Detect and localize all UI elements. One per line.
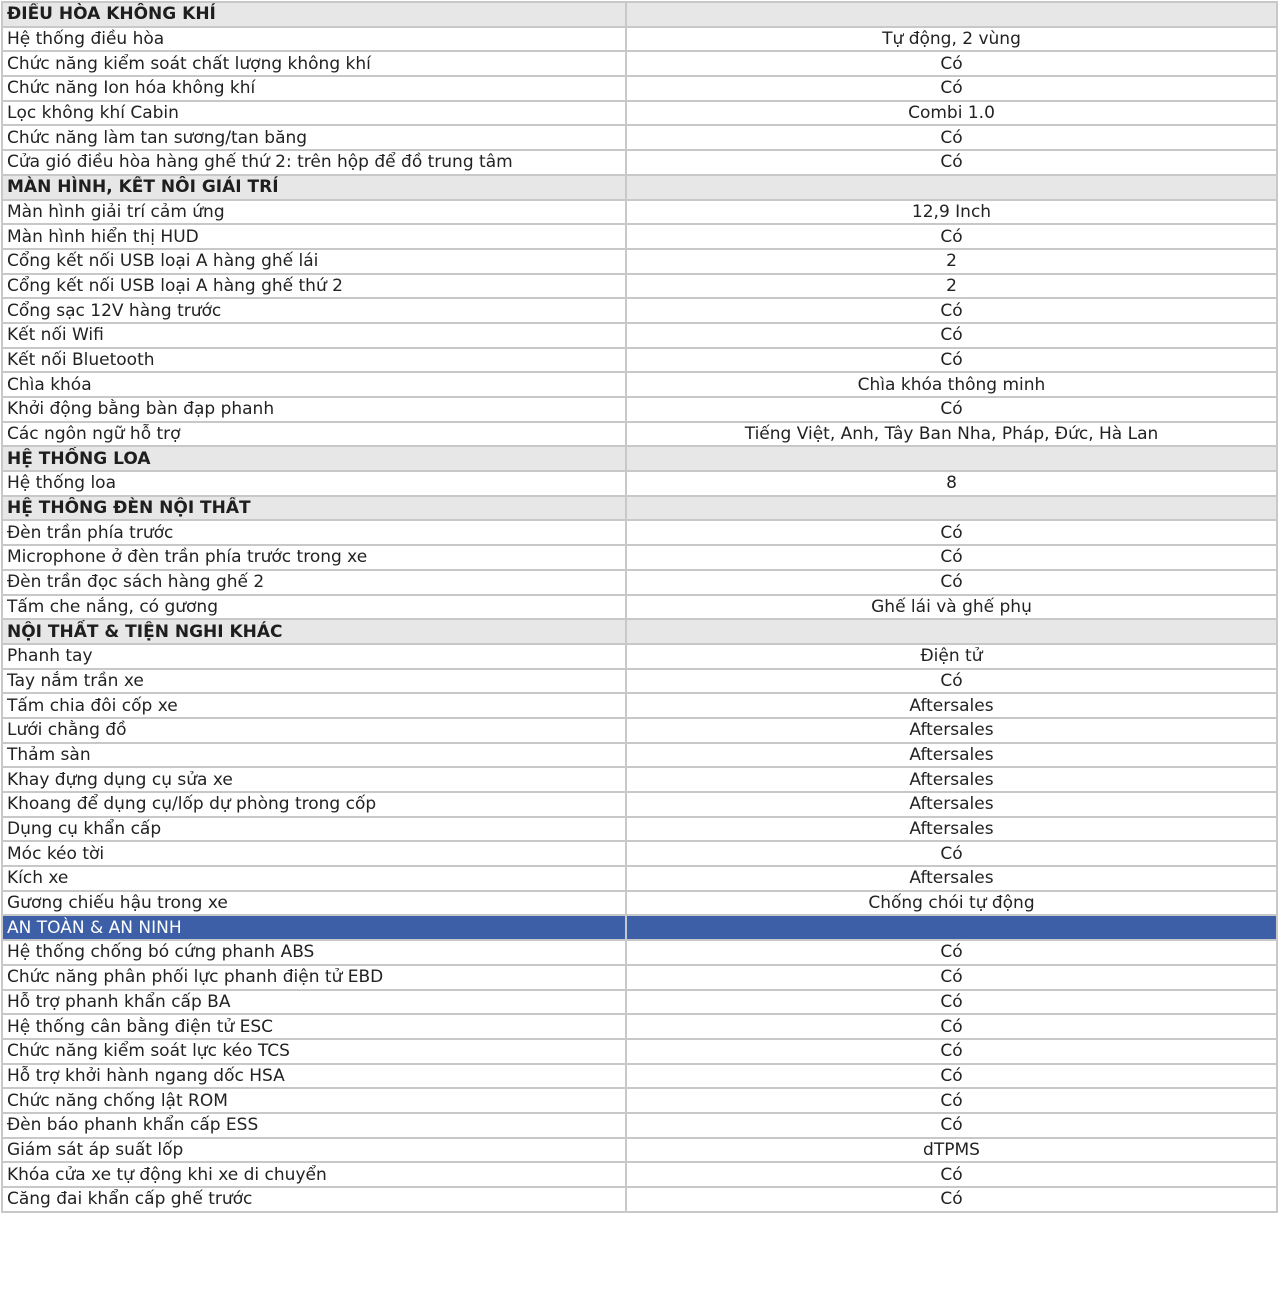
- feature-label: Hỗ trợ phanh khẩn cấp BA: [2, 990, 626, 1015]
- feature-value: Có: [626, 76, 1277, 101]
- table-row: [2, 422, 1277, 447]
- table-row: [2, 570, 1277, 595]
- feature-label: Chìa khóa: [2, 372, 626, 397]
- feature-label: Microphone ở đèn trần phía trước trong xe: [2, 545, 626, 570]
- table-row: [2, 1138, 1277, 1163]
- feature-label: Chức năng kiểm soát chất lượng không khí: [2, 51, 626, 76]
- feature-value: Có: [626, 1088, 1277, 1113]
- feature-label: Dụng cụ khẩn cấp: [2, 817, 626, 842]
- table-row: [2, 767, 1277, 792]
- feature-label: Móc kéo tời: [2, 841, 626, 866]
- table-row: [2, 817, 1277, 842]
- feature-label: Thảm sàn: [2, 743, 626, 768]
- table-row: [2, 150, 1277, 175]
- feature-label: Cửa gió điều hòa hàng ghế thứ 2: trên hộp để đồ trung tâm: [2, 150, 626, 175]
- section-blank-cell: [626, 2, 1277, 27]
- table-row: [2, 1187, 1277, 1212]
- feature-value: Có: [626, 841, 1277, 866]
- feature-label: Hệ thống loa: [2, 471, 626, 496]
- section-header-row: [2, 915, 1277, 940]
- feature-value: Có: [626, 224, 1277, 249]
- feature-value: Có: [626, 1162, 1277, 1187]
- feature-value: 2: [626, 249, 1277, 274]
- spec-table-body: [2, 2, 1277, 1212]
- section-title: AN TOÀN & AN NINH: [2, 915, 626, 940]
- section-title: MÀN HÌNH, KẾT NỐI GIẢI TRÍ: [2, 175, 626, 200]
- feature-value: Ghế lái và ghế phụ: [626, 595, 1277, 620]
- feature-value: Có: [626, 298, 1277, 323]
- feature-label: Tay nắm trần xe: [2, 669, 626, 694]
- feature-value: Aftersales: [626, 693, 1277, 718]
- feature-value: Có: [626, 1014, 1277, 1039]
- table-row: [2, 990, 1277, 1015]
- section-header-row: [2, 619, 1277, 644]
- section-blank-cell: [626, 619, 1277, 644]
- feature-label: Các ngôn ngữ hỗ trợ: [2, 422, 626, 447]
- feature-label: Lọc không khí Cabin: [2, 101, 626, 126]
- table-row: [2, 1064, 1277, 1089]
- feature-label: Cổng kết nối USB loại A hàng ghế thứ 2: [2, 274, 626, 299]
- feature-label: Khóa cửa xe tự động khi xe di chuyển: [2, 1162, 626, 1187]
- feature-value: Có: [626, 1039, 1277, 1064]
- feature-label: Hệ thống cân bằng điện tử ESC: [2, 1014, 626, 1039]
- table-row: [2, 693, 1277, 718]
- feature-value: Có: [626, 323, 1277, 348]
- spec-table: [1, 1, 1278, 1213]
- table-row: [2, 1014, 1277, 1039]
- table-row: [2, 644, 1277, 669]
- feature-label: Đèn báo phanh khẩn cấp ESS: [2, 1113, 626, 1138]
- table-row: [2, 348, 1277, 373]
- feature-value: 2: [626, 274, 1277, 299]
- feature-value: Chìa khóa thông minh: [626, 372, 1277, 397]
- feature-label: Kích xe: [2, 866, 626, 891]
- feature-label: Lưới chằng đồ: [2, 718, 626, 743]
- section-title: ĐIỀU HÒA KHÔNG KHÍ: [2, 2, 626, 27]
- table-row: [2, 520, 1277, 545]
- table-row: [2, 372, 1277, 397]
- table-row: [2, 965, 1277, 990]
- feature-value: Có: [626, 348, 1277, 373]
- table-row: [2, 27, 1277, 52]
- table-row: [2, 718, 1277, 743]
- section-header-row: [2, 175, 1277, 200]
- feature-label: Khay đựng dụng cụ sửa xe: [2, 767, 626, 792]
- feature-value: Điện tử: [626, 644, 1277, 669]
- feature-value: dTPMS: [626, 1138, 1277, 1163]
- table-row: [2, 323, 1277, 348]
- feature-value: 8: [626, 471, 1277, 496]
- feature-value: Có: [626, 150, 1277, 175]
- table-row: [2, 298, 1277, 323]
- feature-value: Có: [626, 990, 1277, 1015]
- feature-label: Kết nối Wifi: [2, 323, 626, 348]
- feature-label: Chức năng chống lật ROM: [2, 1088, 626, 1113]
- feature-label: Cổng sạc 12V hàng trước: [2, 298, 626, 323]
- section-blank-cell: [626, 446, 1277, 471]
- table-row: [2, 891, 1277, 916]
- table-row: [2, 397, 1277, 422]
- feature-value: Có: [626, 51, 1277, 76]
- table-row: [2, 125, 1277, 150]
- section-title: HỆ THỐNG LOA: [2, 446, 626, 471]
- section-blank-cell: [626, 175, 1277, 200]
- table-row: [2, 940, 1277, 965]
- feature-value: Aftersales: [626, 743, 1277, 768]
- feature-value: Có: [626, 570, 1277, 595]
- table-row: [2, 101, 1277, 126]
- feature-value: Tự động, 2 vùng: [626, 27, 1277, 52]
- feature-label: Phanh tay: [2, 644, 626, 669]
- feature-label: Giám sát áp suất lốp: [2, 1138, 626, 1163]
- feature-label: Khởi động bằng bàn đạp phanh: [2, 397, 626, 422]
- feature-label: Căng đai khẩn cấp ghế trước: [2, 1187, 626, 1212]
- feature-label: Màn hình giải trí cảm ứng: [2, 200, 626, 225]
- feature-label: Hệ thống chống bó cứng phanh ABS: [2, 940, 626, 965]
- table-row: [2, 76, 1277, 101]
- feature-value: Có: [626, 397, 1277, 422]
- feature-value: 12,9 Inch: [626, 200, 1277, 225]
- table-row: [2, 274, 1277, 299]
- feature-label: Tấm chia đôi cốp xe: [2, 693, 626, 718]
- table-row: [2, 1162, 1277, 1187]
- feature-value: Aftersales: [626, 767, 1277, 792]
- table-row: [2, 545, 1277, 570]
- feature-value: Aftersales: [626, 817, 1277, 842]
- table-row: [2, 51, 1277, 76]
- feature-value: Có: [626, 965, 1277, 990]
- feature-value: Có: [626, 1187, 1277, 1212]
- table-row: [2, 866, 1277, 891]
- feature-label: Gương chiếu hậu trong xe: [2, 891, 626, 916]
- feature-value: Có: [626, 1064, 1277, 1089]
- feature-value: Aftersales: [626, 866, 1277, 891]
- table-row: [2, 595, 1277, 620]
- feature-label: Chức năng kiểm soát lực kéo TCS: [2, 1039, 626, 1064]
- feature-label: Hệ thống điều hòa: [2, 27, 626, 52]
- feature-value: Có: [626, 1113, 1277, 1138]
- section-title: HỆ THỐNG ĐÈN NỘI THẤT: [2, 496, 626, 521]
- feature-label: Đèn trần đọc sách hàng ghế 2: [2, 570, 626, 595]
- feature-value: Có: [626, 125, 1277, 150]
- section-blank-cell: [626, 915, 1277, 940]
- table-row: [2, 1088, 1277, 1113]
- feature-label: Màn hình hiển thị HUD: [2, 224, 626, 249]
- feature-value: Combi 1.0: [626, 101, 1277, 126]
- feature-label: Chức năng phân phối lực phanh điện tử EBD: [2, 965, 626, 990]
- table-row: [2, 841, 1277, 866]
- table-row: [2, 249, 1277, 274]
- feature-label: Chức năng làm tan sương/tan băng: [2, 125, 626, 150]
- feature-label: Đèn trần phía trước: [2, 520, 626, 545]
- feature-value: Tiếng Việt, Anh, Tây Ban Nha, Pháp, Đức, Hà Lan: [626, 422, 1277, 447]
- feature-value: Có: [626, 545, 1277, 570]
- table-row: [2, 743, 1277, 768]
- table-row: [2, 669, 1277, 694]
- table-row: [2, 224, 1277, 249]
- section-blank-cell: [626, 496, 1277, 521]
- feature-value: Có: [626, 940, 1277, 965]
- section-title: NỘI THẤT & TIỆN NGHI KHÁC: [2, 619, 626, 644]
- feature-label: Kết nối Bluetooth: [2, 348, 626, 373]
- table-row: [2, 1039, 1277, 1064]
- feature-value: Aftersales: [626, 792, 1277, 817]
- feature-label: Chức năng Ion hóa không khí: [2, 76, 626, 101]
- feature-value: Có: [626, 669, 1277, 694]
- section-header-row: [2, 496, 1277, 521]
- feature-label: Cổng kết nối USB loại A hàng ghế lái: [2, 249, 626, 274]
- table-row: [2, 200, 1277, 225]
- section-header-row: [2, 446, 1277, 471]
- feature-label: Tấm che nắng, có gương: [2, 595, 626, 620]
- table-row: [2, 471, 1277, 496]
- feature-value: Aftersales: [626, 718, 1277, 743]
- feature-label: Hỗ trợ khởi hành ngang dốc HSA: [2, 1064, 626, 1089]
- table-row: [2, 792, 1277, 817]
- table-row: [2, 1113, 1277, 1138]
- feature-value: Có: [626, 520, 1277, 545]
- feature-value: Chống chói tự động: [626, 891, 1277, 916]
- section-header-row: [2, 2, 1277, 27]
- feature-label: Khoang để dụng cụ/lốp dự phòng trong cốp: [2, 792, 626, 817]
